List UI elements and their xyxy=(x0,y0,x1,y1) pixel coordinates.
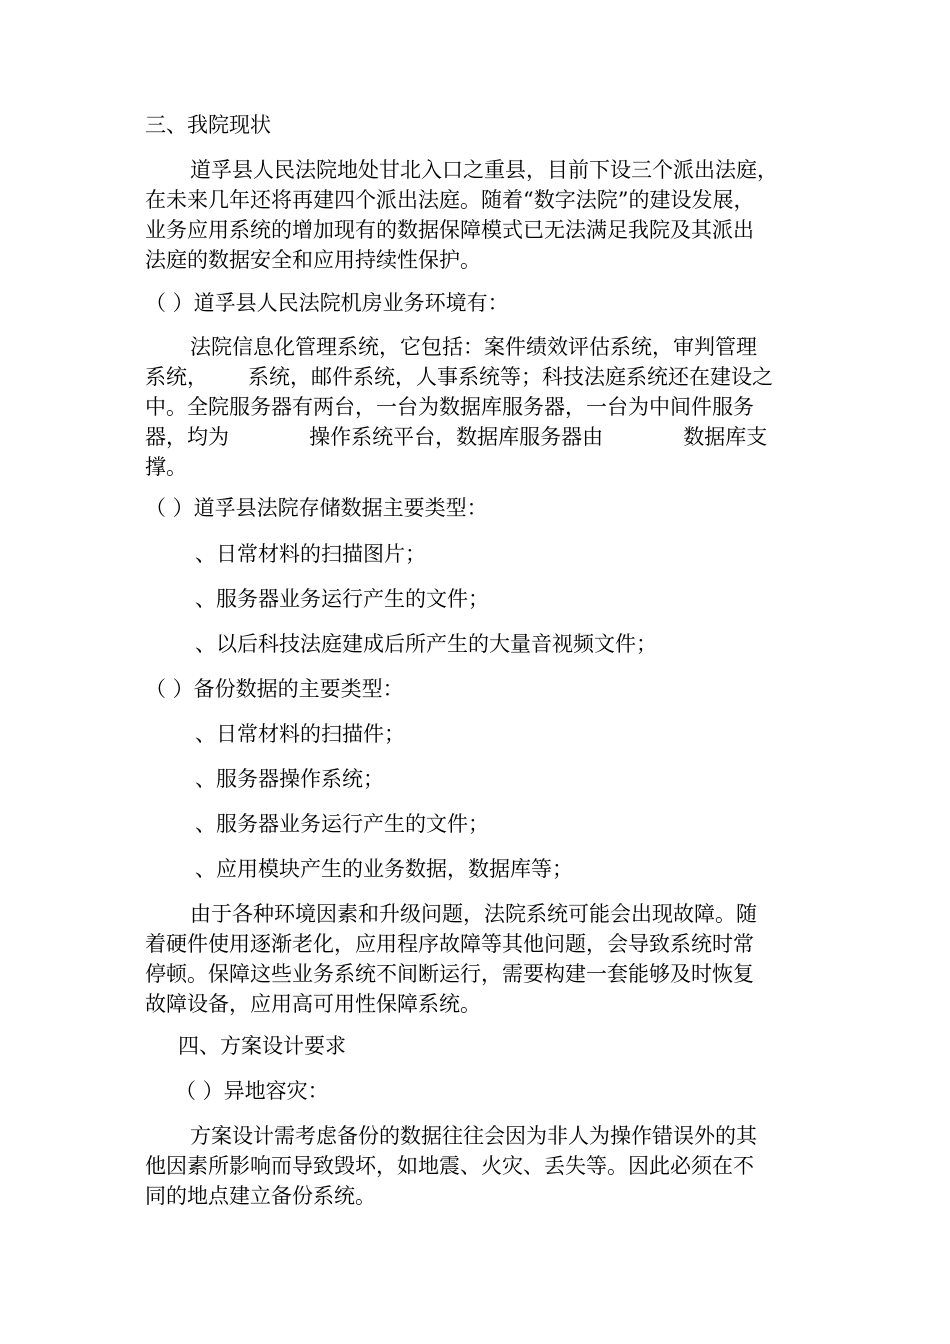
section3-heading: 三、我院现状 xyxy=(145,113,271,137)
storage-type-item: 、服务器业务运行产生的文件； xyxy=(195,587,489,611)
backup-type-item: 、日常材料的扫描件； xyxy=(195,722,405,746)
machine-room-line-4: 器，均为 操作系统平台，数据库服务器由 数据库支 xyxy=(145,425,768,449)
section3-intro-line-2: 在未来几年还将再建四个派出法庭。随着“数字法院”的建设发展， xyxy=(145,188,755,212)
backup-type-item: 、服务器操作系统； xyxy=(195,767,384,791)
section4-heading: 四、方案设计要求 xyxy=(178,1034,346,1058)
closing-line-4: 故障设备，应用高可用性保障系统。 xyxy=(145,992,481,1016)
offsite-dr-line-3: 同的地点建立备份系统。 xyxy=(145,1184,376,1208)
backup-type-item: 、应用模块产生的业务数据，数据库等； xyxy=(195,857,573,881)
subsection-heading-offsite-dr: （ ）异地容灾： xyxy=(175,1079,329,1103)
backup-type-item: 、服务器业务运行产生的文件； xyxy=(195,812,489,836)
closing-line-2: 着硬件使用逐渐老化，应用程序故障等其他问题，会导致系统时常 xyxy=(145,932,754,956)
machine-room-line-3: 中。全院服务器有两台，一台为数据库服务器，一台为中间件服务 xyxy=(145,395,754,419)
machine-room-line-2: 系统， 系统，邮件系统，人事系统等；科技法庭系统还在建设之 xyxy=(145,365,774,389)
offsite-dr-line-2: 他因素所影响而导致毁坏，如地震、火灾、丢失等。因此必须在不 xyxy=(145,1154,754,1178)
subsection-heading-machine-room: （ ）道孚县人民法院机房业务环境有： xyxy=(145,291,509,315)
closing-line-3: 停顿。保障这些业务系统不间断运行，需要构建一套能够及时恢复 xyxy=(145,962,754,986)
section3-intro-line-1: 道孚县人民法院地处甘北入口之重县，目前下设三个派出法庭， xyxy=(190,158,778,182)
offsite-dr-line-1: 方案设计需考虑备份的数据往往会因为非人为操作错误外的其 xyxy=(190,1124,757,1148)
machine-room-line-5: 撑。 xyxy=(145,455,187,479)
subsection-heading-storage-types: （ ）道孚县法院存储数据主要类型： xyxy=(145,496,488,520)
storage-type-item: 、以后科技法庭建成后所产生的大量音视频文件； xyxy=(195,632,657,656)
storage-type-item: 、日常材料的扫描图片； xyxy=(195,542,426,566)
section3-intro-line-3: 业务应用系统的增加现有的数据保障模式已无法满足我院及其派出 xyxy=(145,218,754,242)
section3-intro-line-4: 法庭的数据安全和应用持续性保护。 xyxy=(145,248,481,272)
subsection-heading-backup-types: （ ）备份数据的主要类型： xyxy=(145,677,404,701)
closing-line-1: 由于各种环境因素和升级问题，法院系统可能会出现故障。随 xyxy=(190,902,757,926)
machine-room-line-1: 法院信息化管理系统，它包括：案件绩效评估系统，审判管理 xyxy=(190,335,757,359)
